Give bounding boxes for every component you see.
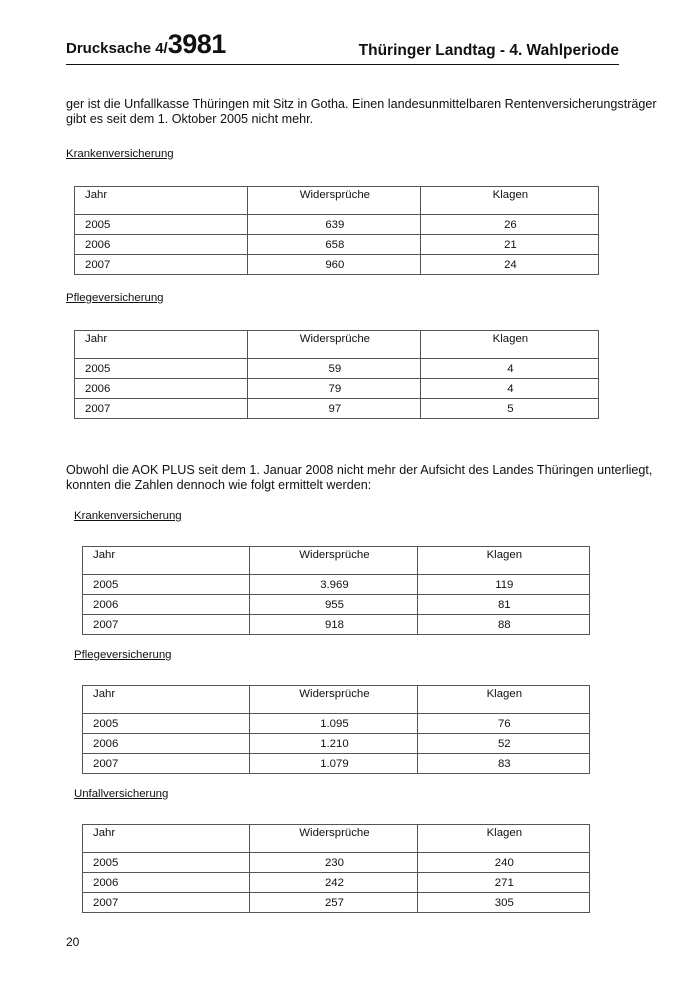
cell-lawsuits: 21 (420, 235, 598, 255)
cell-objections: 257 (250, 893, 417, 913)
cell-objections: 1.095 (250, 714, 417, 734)
cell-lawsuits: 4 (420, 359, 598, 379)
data-table (74, 330, 599, 419)
cell-year: 2006 (83, 734, 250, 754)
table-row (83, 893, 590, 913)
cell-lawsuits: 240 (417, 853, 589, 873)
header-year: Jahr (75, 331, 248, 359)
cell-lawsuits: 4 (420, 379, 598, 399)
cell-lawsuits: 52 (417, 734, 589, 754)
table-row (75, 255, 599, 275)
cell-year: 2007 (75, 399, 248, 419)
cell-lawsuits: 119 (417, 575, 589, 595)
header-lawsuits: Klagen (417, 825, 589, 853)
cell-objections: 230 (250, 853, 417, 873)
cell-objections: 955 (250, 595, 417, 615)
cell-lawsuits: 305 (417, 893, 589, 913)
aok-line-2: konnten die Zahlen dennoch wie folgt ermittelt werden: (66, 478, 372, 492)
intro-line-1: ger ist die Unfallkasse Thüringen mit Sitz in Gotha. Einen landesunmittelbaren Rentenversicherungsträger (66, 97, 657, 111)
header-objections: Widersprüche (247, 187, 420, 215)
header-year: Jahr (83, 686, 250, 714)
cell-year: 2006 (75, 235, 248, 255)
document-prefix: Drucksache 4/ (66, 40, 168, 57)
header-lawsuits: Klagen (420, 331, 598, 359)
table-caption-unfall-2: Unfallversicherung (74, 788, 169, 800)
table-row (83, 734, 590, 754)
cell-objections: 97 (247, 399, 420, 419)
table-row (83, 714, 590, 734)
table-row (75, 215, 599, 235)
table-header-row (83, 547, 590, 575)
cell-year: 2005 (83, 575, 250, 595)
table-caption-kranken-1: Krankenversicherung (66, 148, 174, 160)
table-caption-kranken-2: Krankenversicherung (74, 510, 182, 522)
header-objections: Widersprüche (247, 331, 420, 359)
table-row (83, 754, 590, 774)
header-year: Jahr (83, 547, 250, 575)
cell-year: 2007 (83, 893, 250, 913)
cell-objections: 960 (247, 255, 420, 275)
cell-lawsuits: 88 (417, 615, 589, 635)
table-row (75, 399, 599, 419)
table-header-row (75, 331, 599, 359)
table-row (83, 873, 590, 893)
table-header-row (83, 686, 590, 714)
aok-paragraph (66, 463, 653, 493)
aok-line-1: Obwohl die AOK PLUS seit dem 1. Januar 2008 nicht mehr der Aufsicht des Landes Thüringen unterliegt, (66, 463, 653, 477)
table-row (83, 853, 590, 873)
cell-year: 2006 (83, 873, 250, 893)
cell-objections: 79 (247, 379, 420, 399)
cell-year: 2005 (75, 215, 248, 235)
cell-objections: 1.210 (250, 734, 417, 754)
header-lawsuits: Klagen (420, 187, 598, 215)
cell-objections: 1.079 (250, 754, 417, 774)
cell-lawsuits: 5 (420, 399, 598, 419)
cell-lawsuits: 26 (420, 215, 598, 235)
table-row (75, 359, 599, 379)
data-table (82, 546, 590, 635)
cell-year: 2005 (83, 714, 250, 734)
cell-year: 2007 (75, 255, 248, 275)
table-row (83, 615, 590, 635)
page-header (66, 30, 619, 65)
cell-lawsuits: 83 (417, 754, 589, 774)
table-caption-pflege-1: Pflegeversicherung (66, 292, 164, 304)
table-row (83, 575, 590, 595)
document-number-value: 3981 (167, 29, 226, 59)
cell-year: 2005 (75, 359, 248, 379)
cell-objections: 59 (247, 359, 420, 379)
table-row (75, 235, 599, 255)
header-lawsuits: Klagen (417, 547, 589, 575)
cell-year: 2007 (83, 754, 250, 774)
cell-objections: 3.969 (250, 575, 417, 595)
table-header-row (83, 825, 590, 853)
data-table (82, 824, 590, 913)
cell-objections: 918 (250, 615, 417, 635)
cell-objections: 639 (247, 215, 420, 235)
header-lawsuits: Klagen (417, 686, 589, 714)
cell-lawsuits: 24 (420, 255, 598, 275)
data-table (74, 186, 599, 275)
header-objections: Widersprüche (250, 825, 417, 853)
page-number: 20 (66, 935, 80, 949)
table-row (83, 595, 590, 615)
cell-objections: 658 (247, 235, 420, 255)
parliament-title: Thüringer Landtag - 4. Wahlperiode (358, 42, 619, 59)
intro-paragraph (66, 97, 657, 127)
cell-year: 2007 (83, 615, 250, 635)
cell-year: 2006 (83, 595, 250, 615)
table-header-row (75, 187, 599, 215)
table-caption-pflege-2: Pflegeversicherung (74, 649, 172, 661)
cell-lawsuits: 81 (417, 595, 589, 615)
table-row (75, 379, 599, 399)
header-year: Jahr (83, 825, 250, 853)
data-table (82, 685, 590, 774)
document-number (66, 29, 226, 60)
cell-objections: 242 (250, 873, 417, 893)
cell-year: 2006 (75, 379, 248, 399)
intro-line-2: gibt es seit dem 1. Oktober 2005 nicht mehr. (66, 112, 314, 126)
header-objections: Widersprüche (250, 686, 417, 714)
header-year: Jahr (75, 187, 248, 215)
cell-lawsuits: 76 (417, 714, 589, 734)
header-objections: Widersprüche (250, 547, 417, 575)
cell-year: 2005 (83, 853, 250, 873)
cell-lawsuits: 271 (417, 873, 589, 893)
